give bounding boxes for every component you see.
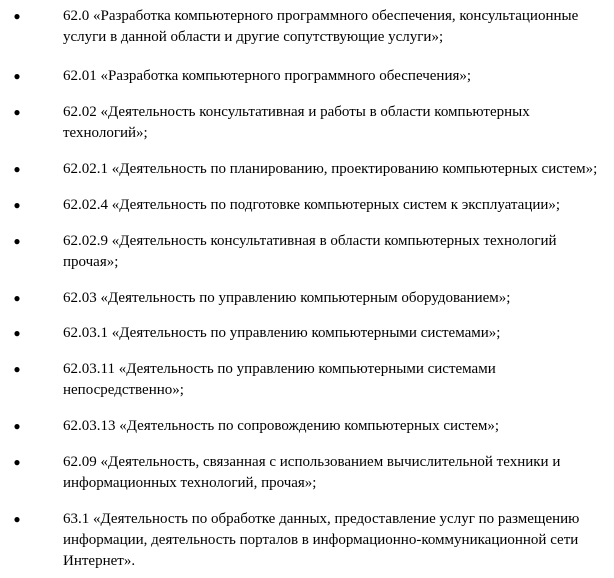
bullet-icon: ●	[13, 162, 21, 176]
list-item-text	[63, 359, 610, 401]
list-item-text	[63, 231, 610, 273]
list-item-line: 62.03.1 «Деятельность по управлению компьютерными системами»;	[63, 325, 501, 341]
bullet-icon: ●	[13, 419, 21, 433]
list-item-text	[63, 6, 610, 48]
bullet-icon: ●	[13, 234, 21, 248]
list-item-text	[63, 195, 610, 216]
list-item-line: 62.02 «Деятельность консультативная и работы в области компьютерных	[63, 104, 530, 120]
bullet-icon: ●	[13, 105, 21, 119]
list-item-line: 62.02.1 «Деятельность по планированию, проектированию компьютерных систем»;	[63, 161, 598, 177]
bullet-icon: ●	[13, 326, 21, 340]
list-item-line: 62.0 «Разработка компьютерного программного обеспечения, консультационные	[63, 8, 579, 24]
list-item-line: информации, деятельность порталов в информационно-коммуникационной сети	[63, 532, 579, 548]
list-item-text	[63, 509, 610, 572]
list-item-line: 62.03 «Деятельность по управлению компьютерным оборудованием»;	[63, 290, 511, 306]
list-item-text	[63, 159, 610, 180]
list-item-text	[63, 416, 610, 437]
list-item-line: непосредственно»;	[63, 382, 184, 398]
bullet-icon: ●	[13, 455, 21, 469]
list-item-text	[63, 102, 610, 144]
list-item-line: 62.03.13 «Деятельность по сопровождению компьютерных систем»;	[63, 418, 500, 434]
list-item-text	[63, 452, 610, 494]
list-item-line: 62.09 «Деятельность, связанная с использованием вычислительной техники и	[63, 454, 561, 470]
bullet-icon: ●	[13, 362, 21, 376]
list-item-text	[63, 66, 610, 87]
list-item-line: услуги в данной области и другие сопутствующие услуги»;	[63, 29, 444, 45]
bullet-icon: ●	[13, 198, 21, 212]
list-item-text	[63, 288, 610, 309]
list-item-line: прочая»;	[63, 254, 119, 270]
list-item-text	[63, 323, 610, 344]
bullet-icon: ●	[13, 69, 21, 83]
bullet-icon: ●	[13, 9, 21, 23]
list-item-line: Интернет».	[63, 553, 136, 569]
bullet-icon: ●	[13, 291, 21, 305]
list-item-line: 63.1 «Деятельность по обработке данных, предоставление услуг по размещению	[63, 511, 580, 527]
bullet-icon: ●	[13, 512, 21, 526]
list-item-line: технологий»;	[63, 125, 148, 141]
list-item-line: информационных технологий, прочая»;	[63, 475, 317, 491]
list-item-line: 62.03.11 «Деятельность по управлению компьютерными системами	[63, 361, 496, 377]
list-item-line: 62.02.9 «Деятельность консультативная в области компьютерных технологий	[63, 233, 557, 249]
list-item-line: 62.02.4 «Деятельность по подготовке компьютерных систем к эксплуатации»;	[63, 197, 561, 213]
list-item-line: 62.01 «Разработка компьютерного программного обеспечения»;	[63, 68, 472, 84]
